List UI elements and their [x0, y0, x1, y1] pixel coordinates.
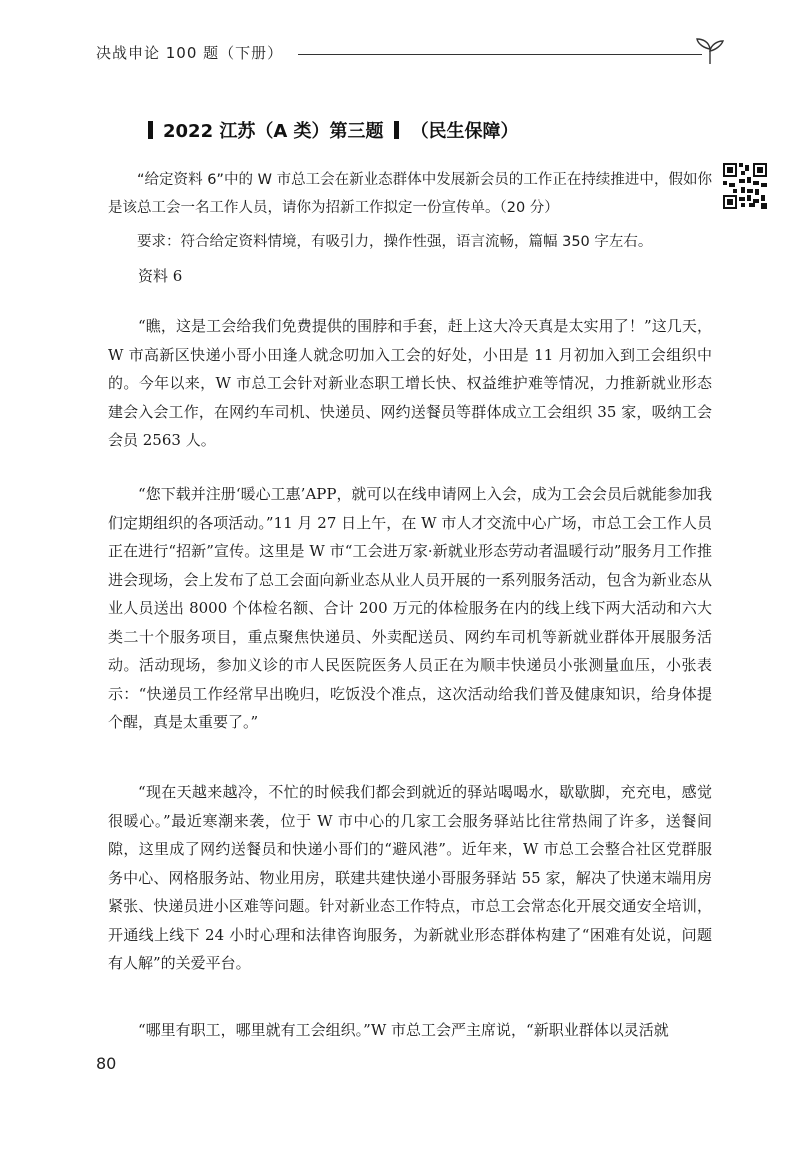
material-paragraph: “哪里有职工，哪里就有工会组织。”W 市总工会严主席说，“新职业群体以灵活就 — [138, 1021, 669, 1039]
heading-bar-left — [148, 121, 153, 139]
material-paragraph: “瞧，这是工会给我们免费提供的围脖和手套，赶上这大冷天真是太实用了！”这几天，W 市高新区快递小哥小田逢人就念叨加入工会的好处，小田是 11 月初加入到工会组织中的。今年以来，W 市总工会针对新业态职工增长快、权益维护难等情况，力推新就业形态建会入会工作，在网约车司机、快递员、网约送餐员等群体成立工会组织 35 家，吸纳工会会员 2563 人。 — [108, 317, 712, 449]
sprout-icon — [694, 36, 726, 66]
question-text: “给定资料 6”中的 W 市总工会在新业态群体中发展新会员的工作正在持续推进中，假如你是该总工会一名工作人员，请你为招新工作拟定一份宣传单。（20 分） — [108, 172, 712, 216]
question-source: 2022 江苏（A 类）第三题 — [163, 121, 384, 142]
header-rule — [298, 54, 702, 55]
heading-bar-right — [394, 121, 399, 139]
question-heading — [148, 117, 519, 143]
qr-code — [723, 163, 767, 209]
material-paragraph: “现在天越来越冷，不忙的时候我们都会到就近的驿站喝喝水，歇歇脚，充充电，感觉很暖心。”最近寒潮来袭，位于 W 市中心的几家工会服务驿站比往常热闹了许多，送餐间隙，这里成了网约送餐员和快递小哥们的“避风港”。近年来，W 市总工会整合社区党群服务中心、网格服务站、物业用房，联建共建快递小哥服务驿站 55 家，解决了快递末端用房紧张、快递员进小区难等问题。针对新业态工作特点，市总工会常态化开展交通安全培训，开通线上线下 24 小时心理和法律咨询服务，为新就业形态群体构建了“困难有处说，问题有人解”的关爱平台。 — [108, 783, 712, 972]
material-paragraph: “您下载并注册‘暖心工惠’APP，就可以在线申请网上入会，成为工会会员后就能参加我们定期组织的各项活动。”11 月 27 日上午，在 W 市人才交流中心广场，市总工会工作人员正在进行“招新”宣传。这里是 W 市“工会进万家·新就业形态劳动者温暖行动”服务月工作推进会现场，会上发布了总工会面向新业态从业人员开展的一系列服务活动，包含为新业态从业人员送出 8000 个体检名额、合计 200 万元的体检服务在内的线上线下两大活动和六大类二十个服务项目，重点聚焦快递员、外卖配送员、网约车司机等新就业群体开展服务活动。活动现场，参加义诊的市人民医院医务人员正在为顺丰快递员小张测量血压，小张表示：“快递员工作经常早出晚归，吃饭没个准点，这次活动给我们普及健康知识，给身体提个醒，真是太重要了。” — [108, 485, 712, 731]
page-number: 80 — [96, 1054, 117, 1073]
book-title: 决战申论 100 题（下册） — [96, 44, 284, 62]
running-header — [96, 42, 728, 68]
question-requirement: 要求：符合给定资料情境，有吸引力，操作性强，语言流畅，篇幅 350 字左右。 — [137, 234, 653, 250]
material-label: 资料 6 — [138, 267, 183, 285]
question-category: （民生保障） — [410, 121, 519, 142]
